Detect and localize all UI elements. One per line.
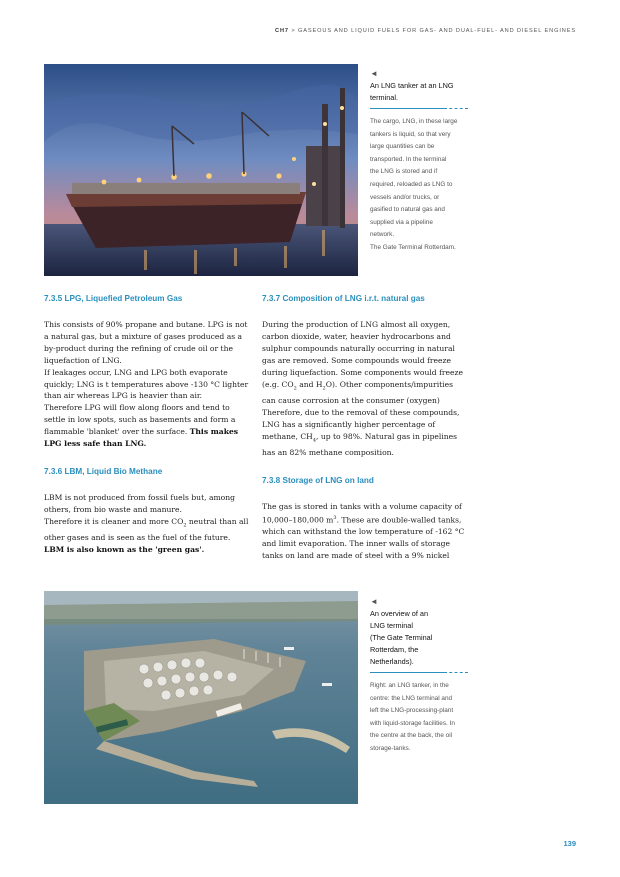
section-body-7-3-7: During the production of LNG almost all oxygen, carbon dioxide, water, heavier hydrocarbons and sulphur compounds naturally occurring in natural gas are removed. Some compounds would freeze during liquefaction. Some components would freeze (e.g. $CO_2$ and $H_2O$). Other components/impurities can cause corrosion at the consumer (oxygen) Therefore, due to the removal of these compounds, LNG has a significantly higher percentage of methane, $CH_4$, up to 98%. Natural gas in pipelines has an 82% methane composition. <box>262 320 464 458</box>
lng-tanker-photo <box>44 64 358 276</box>
lng-terminal-aerial-photo <box>44 591 358 804</box>
section-heading-7-3-8: 7.3.8 Storage of LNG on land <box>262 476 374 485</box>
lpg-safety-emphasis: This makes <box>189 427 239 437</box>
chapter-title: GASEOUS AND LIQUID FUELS FOR GAS- AND DUAL-FUEL- AND DIESEL ENGINES <box>298 28 576 34</box>
page-number: 139 <box>563 839 576 848</box>
section-body-7-3-6: LBM is not produced from fossil fuels but, among others, from bio waste and manure. Therefore it is cleaner and more $CO_2$ neutral than all other gases and is seen as the fuel of the future. LBM is also known as the 'green gas'. <box>44 492 249 555</box>
header-separator: > <box>291 28 296 34</box>
terminal-caption-body: Right: an LNG tanker, in the centre: the LNG terminal and left the LNG-processing-plant with liquid-storage facilities. In the centre at the back, the oil storage-tanks. <box>370 682 455 752</box>
green-gas-emphasis: LBM is also known as the 'green gas'. <box>44 545 205 555</box>
caption-divider <box>370 108 468 109</box>
section-body-7-3-5: This consists of 90% propane and butane. LPG is not a natural gas, but a mixture of gases produced as a by-product during the refining of crude oil or the liquefaction of LNG. If leakages occur, LNG and LPG both evaporate quickly; LNG is t temperatures above -130 °C lighter than air whereas LPG is heavier than air. Therefore LPG will flow along floors and tend to settle in low spots, such as basements and form a flammable 'blanket' over the surface. This makes LPG less safe than LNG. <box>44 320 249 449</box>
caption-divider <box>370 672 468 673</box>
running-header <box>275 28 576 34</box>
section-heading-7-3-6: 7.3.6 LBM, Liquid Bio Methane <box>44 466 163 476</box>
section-body-7-3-8: The gas is stored in tanks with a volume capacity of 10,000–180,000 $m^3$. These are double-walled tanks, which can withstand the low temperature of -162 °C and limit evaporation. The inner walls of storage tanks on land are made of steel with a 9% nickel <box>262 502 465 561</box>
section-heading-7-3-5: 7.3.5 LPG, Liquefied Petroleum Gas <box>44 294 183 303</box>
left-arrow-icon: ◄ <box>370 597 378 606</box>
left-column <box>44 294 252 556</box>
tanker-caption-body: The cargo, LNG, in these large tankers is liquid, so that very large quantities can be transported. In the terminal the LNG is stored and if required, reloaded as LNG to vessels and/or trucks, or gasified to natural gas and supplied via a pipeline network. The Gate Terminal Rotterdam. <box>370 116 470 255</box>
right-column <box>262 294 470 562</box>
photo-credit: The Gate Terminal Rotterdam. <box>370 243 456 251</box>
chapter-label: CH7 <box>275 28 289 34</box>
tanker-caption <box>370 69 470 255</box>
terminal-caption-title: An overview of an LNG terminal (The Gate Terminal Rotterdam, the Netherlands). <box>370 609 433 666</box>
terminal-caption <box>370 597 470 756</box>
left-arrow-icon: ◄ <box>370 69 378 78</box>
section-heading-7-3-7: 7.3.7 Composition of LNG i.r.t. natural gas <box>262 294 425 303</box>
tanker-caption-title: An LNG tanker at an LNG terminal. <box>370 81 454 102</box>
